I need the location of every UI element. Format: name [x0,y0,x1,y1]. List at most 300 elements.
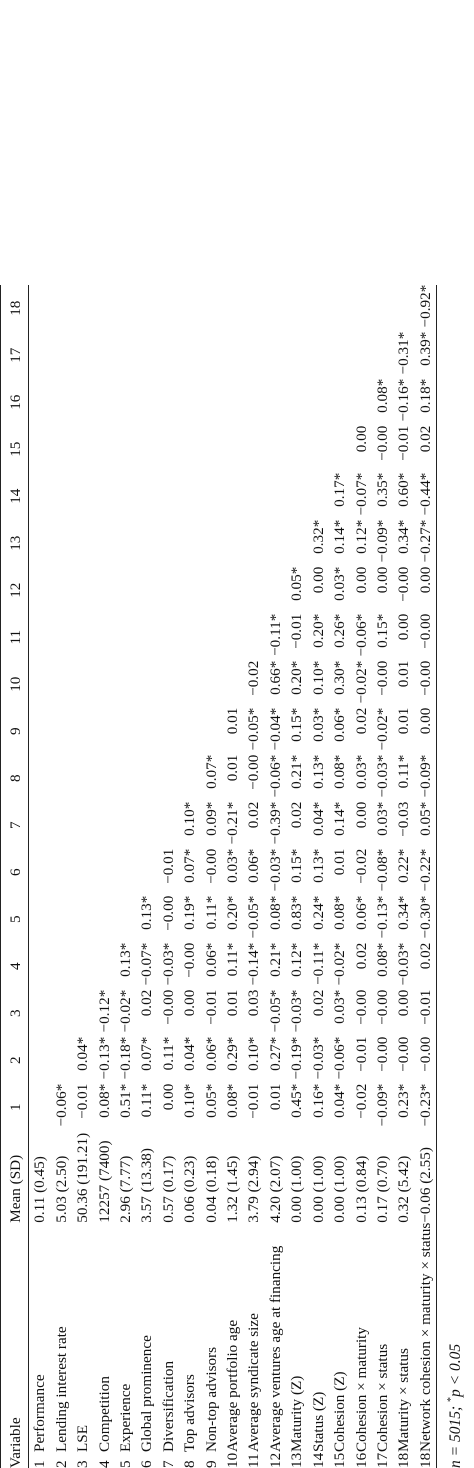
correlation-cell: 0.02 [309,989,327,1017]
empty-cell [243,426,264,473]
table-row [94,285,115,1468]
empty-cell [222,379,243,426]
empty-cell [222,426,243,473]
empty-cell [29,661,51,708]
empty-cell [136,849,157,896]
correlation-cell: 0.83* [288,895,306,930]
correlation-cell: 0.13* [309,754,327,789]
empty-cell [158,567,179,614]
empty-cell [201,285,222,332]
note-lead: n = 5015; [447,1402,465,1468]
correlation-cell: 0.13* [309,848,327,883]
header-col-7: 7 [5,802,29,849]
correlation-cell: −0.39* [266,801,284,845]
correlation-cell: 0.01 [331,848,349,876]
empty-cell [115,896,136,943]
empty-cell [72,990,93,1037]
variable-name: Performance [31,1374,49,1452]
correlation-cell: 0.02 [288,801,306,829]
empty-cell [158,426,179,473]
correlation-cell: 0.10* [245,1036,263,1071]
empty-cell [351,285,372,332]
header-col-1: 1 [5,1084,29,1131]
empty-cell [29,332,51,379]
mean-sd-cell: 0.00 (1.00) [331,1155,349,1223]
empty-cell [29,520,51,567]
empty-cell [393,285,414,332]
empty-cell [158,614,179,661]
empty-cell [29,802,51,849]
correlation-cell: 0.13* [138,895,156,930]
empty-cell [115,285,136,332]
correlation-cell: 0.39* [415,332,437,379]
empty-cell [286,379,307,426]
correlation-cell: 0.00 [181,989,199,1017]
correlation-cell: −0.30* [415,896,437,943]
correlation-cell: 0.21* [288,754,306,789]
row-index: 1 [31,1460,49,1468]
correlation-cell: 0.08* [224,1083,242,1118]
empty-cell [51,849,72,896]
correlation-cell: −0.00 [245,754,263,790]
empty-cell [308,285,329,332]
mean-sd-cell: 1.32 (1.45) [224,1155,242,1223]
correlation-table [0,285,437,1468]
correlation-cell: −0.02* [331,942,349,986]
empty-cell [179,520,200,567]
correlation-cell: −0.02 [352,1083,370,1119]
empty-cell [286,426,307,473]
table-row [329,285,350,1468]
empty-cell [115,332,136,379]
empty-cell [201,520,222,567]
correlation-cell: 0.10* [181,1083,199,1118]
empty-cell [115,802,136,849]
row-index: 18 [395,1452,413,1468]
row-index: 15 [331,1452,349,1468]
empty-cell [136,379,157,426]
table-row [29,285,51,1468]
variable-name: Status (Z) [309,1391,327,1452]
empty-cell [51,332,72,379]
correlation-cell: −0.03* [309,1036,327,1080]
empty-cell [72,614,93,661]
correlation-cell: 0.08* [373,378,391,413]
correlation-cell: 0.01 [224,754,242,782]
empty-cell [222,473,243,520]
header-col-18: 18 [5,285,29,332]
row-index: 17 [373,1452,391,1468]
table-header-row [5,285,29,1468]
correlation-cell: 0.04* [309,801,327,836]
correlation-cell: 0.00 [395,989,413,1017]
correlation-cell: 0.04* [181,1036,199,1071]
empty-cell [265,426,286,473]
empty-cell [94,426,115,473]
correlation-cell: −0.14* [245,942,263,986]
empty-cell [265,567,286,614]
mean-sd-cell: 3.57 (13.38) [138,1148,156,1223]
correlation-cell: −0.09* [415,755,437,802]
row-index: 7 [159,1460,177,1468]
correlation-cell: 0.00 [352,566,370,594]
empty-cell [115,661,136,708]
row-index: 5 [117,1460,135,1468]
table-row [72,285,93,1468]
table-row [222,285,243,1468]
empty-cell [308,332,329,379]
mean-sd-cell: 50.36 (191.21) [74,1132,92,1223]
empty-cell [136,520,157,567]
correlation-cell: 0.60* [395,472,413,507]
correlation-cell: 0.11* [138,1083,156,1118]
empty-cell [222,520,243,567]
correlation-cell: −0.00 [159,989,177,1025]
mean-sd-cell: 5.03 (2.50) [52,1155,70,1223]
empty-cell [329,332,350,379]
mean-sd-cell: 0.00 (1.00) [309,1155,327,1223]
variable-name: Average ventures age at financing [266,1245,284,1452]
variable-name: Global prominence [138,1335,156,1452]
variable-name: Competition [95,1376,113,1452]
row-index: 11 [245,1453,263,1468]
correlation-cell: 0.00 [415,708,437,755]
variable-name: Cohesion (Z) [331,1371,349,1452]
correlation-cell: −0.01 [415,990,437,1037]
correlation-cell: −0.01 [202,989,220,1025]
correlation-cell: 0.00 [352,425,370,453]
empty-cell [94,379,115,426]
empty-cell [158,802,179,849]
table-row [243,285,264,1468]
correlation-cell: −0.06* [331,1036,349,1080]
empty-cell [243,567,264,614]
empty-cell [201,332,222,379]
correlation-cell: 0.00 [309,566,327,594]
empty-cell [29,990,51,1037]
empty-cell [179,708,200,755]
empty-cell [51,943,72,990]
empty-cell [372,285,393,332]
correlation-cell: 0.02 [415,426,437,473]
empty-cell [179,755,200,802]
empty-cell [51,426,72,473]
header-col-11: 11 [5,614,29,661]
empty-cell [115,614,136,661]
row-index: 9 [202,1460,220,1468]
mean-sd-cell: 0.32 (5.42) [395,1155,413,1223]
correlation-cell: 0.03* [331,989,349,1024]
row-index: 3 [74,1460,92,1468]
correlation-cell: 0.08* [266,895,284,930]
correlation-cell: 0.03* [352,754,370,789]
empty-cell [329,379,350,426]
table-row [308,285,329,1468]
empty-cell [94,849,115,896]
correlation-cell: −0.01 [245,1083,263,1119]
header-col-12: 12 [5,567,29,614]
correlation-cell: −0.00 [373,425,391,461]
empty-cell [29,755,51,802]
variable-name: Average syndicate size [245,1313,263,1452]
correlation-cell: −0.09* [373,1083,391,1127]
correlation-cell: 0.21* [266,942,284,977]
empty-cell [51,473,72,520]
header-col-17: 17 [5,332,29,379]
header-col-10: 10 [5,661,29,708]
table-row [51,285,72,1468]
variable-name: LSE [74,1424,92,1452]
correlation-cell: −0.06* [352,613,370,657]
correlation-cell: 0.14* [331,519,349,554]
correlation-cell: 0.00 [352,801,370,829]
empty-cell [136,708,157,755]
empty-cell [351,379,372,426]
correlation-cell: −0.27* [415,520,437,567]
empty-cell [51,379,72,426]
correlation-cell: −0.13* [373,895,391,939]
correlation-cell: −0.21* [224,801,242,845]
correlation-cell: 0.20* [288,660,306,695]
empty-cell [29,473,51,520]
correlation-cell: 0.18* [415,379,437,426]
empty-cell [94,473,115,520]
correlation-cell: −0.92* [415,285,437,332]
correlation-cell: −0.02 [245,660,263,696]
variable-name: Maturity (Z) [288,1375,306,1452]
empty-cell [201,661,222,708]
table-row [286,285,307,1468]
table-row [136,285,157,1468]
empty-cell [201,426,222,473]
table-row [201,285,222,1468]
header-col-5: 5 [5,896,29,943]
correlation-cell: 0.04* [331,1083,349,1118]
correlation-cell: 0.66* [266,660,284,695]
empty-cell [286,473,307,520]
empty-cell [94,708,115,755]
correlation-cell: 0.20* [309,613,327,648]
empty-cell [308,426,329,473]
correlation-cell: −0.00 [159,895,177,931]
empty-cell [115,473,136,520]
correlation-cell: −0.07* [352,472,370,516]
correlation-cell: 0.12* [352,519,370,554]
mean-sd-cell: 0.13 (0.84) [352,1155,370,1223]
correlation-cell: −0.06* [52,1083,70,1127]
empty-cell [158,708,179,755]
correlation-cell: −0.04* [266,707,284,751]
empty-cell [94,614,115,661]
empty-cell [179,567,200,614]
mean-sd-cell: 4.20 (2.07) [266,1155,284,1223]
empty-cell [51,567,72,614]
empty-cell [308,379,329,426]
empty-cell [72,285,93,332]
correlation-cell: −0.13* [95,1036,113,1080]
empty-cell [136,614,157,661]
empty-cell [94,285,115,332]
correlation-cell: −0.22* [415,849,437,896]
variable-name: Cohesion × maturity [352,1327,370,1452]
empty-cell [265,332,286,379]
row-index: 10 [224,1452,242,1468]
table-row [415,285,437,1468]
correlation-cell: −0.01 [288,613,306,649]
variable-name: Maturity × status [395,1348,413,1452]
correlation-cell: −0.03* [395,942,413,986]
mean-sd-cell: 0.57 (0.17) [159,1155,177,1223]
empty-cell [372,332,393,379]
row-index: 14 [309,1452,327,1468]
table-row [179,285,200,1468]
table-note [446,1344,465,1468]
empty-cell [179,285,200,332]
empty-cell [136,285,157,332]
table-row [115,285,136,1468]
empty-cell [29,708,51,755]
correlation-cell: −0.09* [373,519,391,563]
empty-cell [29,1037,51,1084]
correlation-cell: −0.11* [309,942,327,985]
empty-cell [243,614,264,661]
correlation-cell: 0.11* [224,942,242,977]
mean-sd-cell: 2.96 (7.77) [117,1155,135,1223]
correlation-cell: −0.08* [373,848,391,892]
correlation-cell: 0.13* [117,942,135,977]
note-superscript: * [446,1397,457,1402]
correlation-cell: 0.03* [373,801,391,836]
correlation-cell: −0.00 [373,989,391,1025]
correlation-cell: 0.15* [373,613,391,648]
empty-cell [29,1084,51,1131]
correlation-cell: 0.03* [331,566,349,601]
correlation-cell: 0.05* [202,1083,220,1118]
empty-cell [136,567,157,614]
empty-cell [158,661,179,708]
empty-cell [72,426,93,473]
empty-cell [265,285,286,332]
row-index: 16 [352,1452,370,1468]
correlation-cell: 0.01 [395,660,413,688]
empty-cell [243,285,264,332]
correlation-cell: 0.03* [309,707,327,742]
correlation-cell: −0.07* [138,942,156,986]
correlation-cell: −0.31* [395,331,413,375]
header-col-9: 9 [5,708,29,755]
correlation-cell: 0.16* [309,1083,327,1118]
empty-cell [136,802,157,849]
empty-cell [158,473,179,520]
empty-cell [265,473,286,520]
empty-cell [29,943,51,990]
correlation-cell: −0.02* [373,707,391,751]
empty-cell [51,896,72,943]
correlation-cell: −0.00 [415,614,437,661]
correlation-cell: 0.27* [266,1036,284,1071]
correlation-cell: −0.05* [245,707,263,751]
correlation-cell: 0.02 [415,943,437,990]
empty-cell [201,708,222,755]
correlation-cell: −0.03* [373,754,391,798]
empty-cell [115,379,136,426]
mean-sd-cell: 0.06 (0.23) [181,1155,199,1223]
empty-cell [51,755,72,802]
header-col-3: 3 [5,990,29,1037]
correlation-cell: 0.07* [138,1036,156,1071]
empty-cell [72,520,93,567]
empty-cell [179,379,200,426]
empty-cell [94,567,115,614]
correlation-cell: −0.18* [117,1036,135,1080]
correlation-cell: 0.45* [288,1083,306,1118]
header-mean-sd: Mean (SD) [5,1131,29,1223]
correlation-cell: 0.01 [266,1083,284,1111]
empty-cell [72,332,93,379]
correlation-cell: −0.00 [181,942,199,978]
correlation-cell: 0.08* [373,942,391,977]
correlation-cell: 0.00 [373,566,391,594]
correlation-cell: −0.06* [266,754,284,798]
mean-sd-cell: 3.79 (2.94) [245,1155,263,1223]
empty-cell [308,473,329,520]
correlation-cell: 0.14* [331,801,349,836]
correlation-cell: 0.20* [224,895,242,930]
header-variable: Variable [5,1223,29,1468]
empty-cell [94,520,115,567]
empty-cell [94,896,115,943]
empty-cell [94,332,115,379]
empty-cell [222,332,243,379]
empty-cell [115,849,136,896]
empty-cell [29,896,51,943]
empty-cell [265,379,286,426]
empty-cell [51,990,72,1037]
empty-cell [94,802,115,849]
table-row [372,285,393,1468]
table-row [265,285,286,1468]
mean-sd-cell: 12257 (7400) [95,1140,113,1223]
empty-cell [222,661,243,708]
correlation-cell: −0.23* [415,1084,437,1131]
variable-name: Average portfolio age [224,1319,242,1452]
empty-cell [158,332,179,379]
correlation-cell: −0.01 [352,1036,370,1072]
header-col-8: 8 [5,755,29,802]
variable-name: Top advisors [181,1374,199,1452]
correlation-cell: 0.07* [202,754,220,789]
correlation-cell: −0.00 [395,1036,413,1072]
row-index: 6 [138,1460,156,1468]
correlation-cell: 0.03* [224,848,242,883]
empty-cell [72,802,93,849]
empty-cell [72,567,93,614]
empty-cell [72,755,93,802]
empty-cell [115,426,136,473]
empty-cell [29,285,51,332]
empty-cell [51,285,72,332]
row-index: 4 [95,1460,113,1468]
empty-cell [136,661,157,708]
correlation-cell: −0.01 [159,848,177,884]
correlation-cell: −0.00 [415,1037,437,1084]
mean-sd-cell: 0.04 (0.18) [202,1155,220,1223]
correlation-cell: −0.00 [202,848,220,884]
empty-cell [136,426,157,473]
correlation-cell: −0.00 [373,660,391,696]
correlation-cell: −0.01 [74,1083,92,1119]
correlation-cell: 0.06* [352,895,370,930]
